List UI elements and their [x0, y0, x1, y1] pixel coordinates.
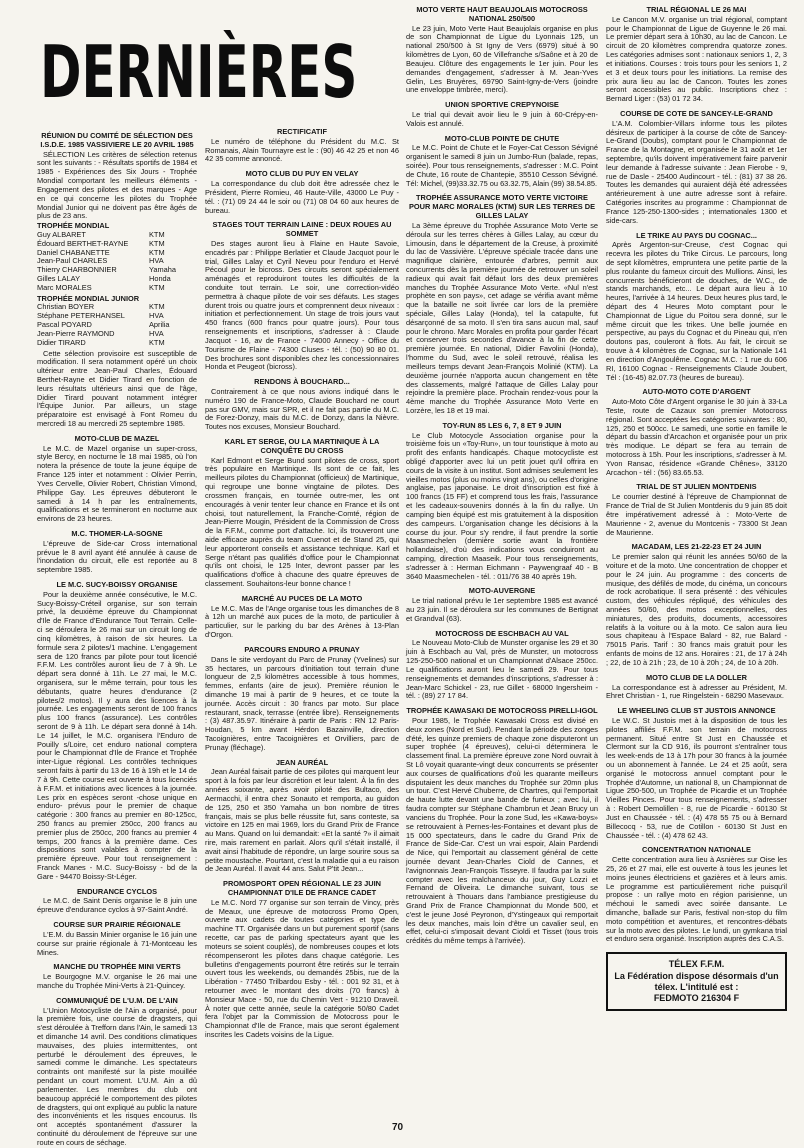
rider-name: Jean-Pierre RAYMOND [37, 328, 115, 338]
article [406, 707, 598, 946]
article-body: Le trial qui devait avoir lieu le 9 juin à 60-Crépy-en-Valois est annulé. [406, 109, 598, 128]
rider-name: Gilles LALAY [37, 274, 80, 283]
article-body: Karl Edmont et Serge Bund sont pilotes de cross, sport très populaire en Martinique. Ils sont de ce fait, les meilleurs pilotes du Championnat (officieux) de Martinique, qui regroupe une bonne vingtaine de pilotes. Des crossmen français, en tournée outre-mer, les ont encouragés à venir tenter leur chance en France et ils ont choisi, tout naturellement, la Franche-Comté, région de Jean-Pierre Mougin, Président de la Commission de Cross de la F.F.M., comme port d'attache. Ici, ils trouveront une aide efficace auprès du team Cuenot et de Stand 25, qui leur apporteront conseils et assistance technique. Karl et Serge n'étant pas qualifiés d'office pour le Championnat qu'ils ont choisi, le 125 Inter, devront passer par les qualifications d'office à chacune des quatre épreuves de classement. Souhaitons-leur bonne chance ! [205, 455, 399, 588]
article-headline: STAGES TOUT TERRAIN LAINE : DEUX ROUES AU SOMMET [212, 220, 392, 239]
article [606, 707, 787, 840]
article-body: Après Argenton-sur-Creuse, c'est Cognac qui recevra les pilotes du Trike Circus. Le parcours, long de sept kilomètres, empruntera une petite partie de la plus roulante du fameux circuit des Mullions. Ainsi, les concurrents bénéficieront de douches, de W.C., de stands marchands, etc... Le départ aura lieu à 10 heures, l'arrivée à 14 heures. Deux heures plus tard, le départ des 4 Heures Moto comptant pour le Championnat de Ligue du Poitou sera donné, sur le même circuit que les trikes. Une belle journée en perspective, au pays du Cognac et du Pineau qui, n'en doutons pas, couleront à flots. Au fait, le circuit se trouve à 4 kilomètres de Cognac, sur la Nationale 141 en direction d'Angoulême. Cognac M.C. : 1 rue du 606 RI, 16100 Cognac - Renseignements Claude Joubert, Tél : (16-45) 82.07.73 (heures de bureau). [606, 240, 787, 382]
article-headline: MARCHÉ AU PUCES DE LA MOTO [241, 593, 363, 603]
article-headline: MOTO-CLUB DE MAZEL [74, 433, 160, 443]
article [406, 101, 598, 128]
telex-box [606, 952, 787, 1011]
article-body: La correspondance est à adresser au Président, M. Ehret Christian - 1, rue Ringelstein - 68290 Masevaux. [606, 682, 787, 701]
rider-brand: HVA [149, 256, 164, 266]
rider-brand: Yamaha [149, 265, 176, 275]
rider-brand: Aprilia [149, 320, 170, 330]
article [37, 997, 197, 1148]
article-headline: UNION SPORTIVE CREPYNOISE [445, 100, 559, 110]
article-headline: MANCHE DU TROPHÉE MINI VERTS [53, 962, 181, 972]
article [606, 674, 787, 701]
article [606, 543, 787, 667]
article-headline: TOY-RUN 85 LES 6, 7, 8 ET 9 JUIN [442, 420, 562, 430]
article [205, 221, 399, 372]
article-headline: RÉUNION DU COMITÉ DE SÉLECTION DES I.S.D.E. 1985 VASSIVIERE LE 20 AVRIL 1985 [40, 131, 194, 149]
rider-brand: HVA [149, 328, 164, 338]
team-table-title: TROPHÉE MONDIAL [37, 221, 110, 231]
article-headline: ENDURANCE CYCLOS [76, 886, 158, 896]
column-2 [205, 128, 399, 1126]
article [606, 6, 787, 104]
article-headline: MOTO CLUB DU PUY EN VELAY [245, 169, 359, 179]
rider-name: Christian BOYER [37, 302, 95, 312]
article-body: Le Nouveau Moto-Club de Munster organise les 29 et 30 juin à Eschbach au Val, près de Munster, un motocross 125-250-500 national et un Championnat d'Alsace 250cc. Le qualifications auront lieu le samedi 29. Pour tous renseignements et demandes d'inscriptions, s'adresser à : Jean-Marc Schickel - 23, rue Gillet - 68000 Ingersheim - tél. : (89) 27 17 84. [406, 638, 598, 701]
article-body: Cette concentration aura lieu à Asnières sur Oise les 25, 26 et 27 mai, elle est ouverte à tous les jeunes let moins jeunes électriciens et gazières et à leurs amis. Le programme est particulièrement riche puisqu'il propose : un rallye moto en région parisienne, un méchoui le samedi avec soirée dansante. Le dimanche, ballade sur Paris, festival non-stop du film moto compétition et aventures, et rencontres-débats sur la moto avec des pilotes. Le lundi, un gymkana trial et enduro sera organisé. Inscription auprès des C.A.S. [606, 855, 787, 944]
article-body: Le trial national prévu le 1er septembre 1985 est avancé au 23 juin. Il se déroulera sur les communes de Bertignat et Grandval (63). [406, 596, 598, 623]
article-headline: COMMUNIQUÉ DE L'U.M. DE L'AIN [56, 995, 178, 1005]
article [606, 846, 787, 944]
article-body: Le W.C. St Justois met à la disposition de tous les pilotes affiliés F.F.M. son terrain de motocross permanent. Situé entre St Just en Chaussée et Clermont sur la CD 916, ils pourront s'entraîner tous les week-ends de 13 à 17h pour 30 francs à la journée ou un abonnement à l'année. Le 24 et 25 août, sera organisé le motocross annuel comptant pour le Trophée d'Automne, un national 8, un Championnat de Ligue 250-500, un Trophée de Picardie et un Trophée Vieilles Pinces. Pour tous renseignements, s'adresser à : Robert Demolillen - 8, rue de Picardie - 60130 St Just en Chaussée - tél. : (4) 478 55 75 ou à Bernard Billecocq - 53, rue de Cotillon - 60130 St Just en Chaussée - tél. : (4) 478 62 43. [606, 715, 787, 840]
article-body: Pour 1985, le Trophée Kawasaki Cross est divisé en deux zones (Nord et Sud). Pendant la période des zonges d'été, les quinze premiers de chaque zone disputeront un super trophée (4 épreuves), celui-ci déterminera le classement final. La première épreuve zone Nord ouvrait à St Lô voyait quarante-vingt deux concurrents se présenter aux courses de qualifications d'où les quarante meilleurs disputaient les deux manches du Trophée sur 20mn plus un tour. C'est Hervé Chuberre, de Chartres, qui l'emportait de haute lutte devant une bande de furieux ; avec lui, il faudra compter sur Stéphane Chambrun et Jean Brucy un vanciens du Trophée. Pour la zone Sud, les «Kawa-boys» se retrouvaient à Pernes-les-Fontaines et devant plus de 15 000 spectateurs, dans le cadre du Grand Prix de France de Side-Car. C'est un vrai espoir, Alain Pardendi de Nice, qui l'emportait au classement général de cette journée devant Jean-Charles Ciold de Cannes, et l'avignonnais Jean-François Tisseyre. Il faudra par la suite compter avec les malchanceux du jour, Guy Lozzi et Fernand de Oliveira. Le dimanche suivant, tous se retrouvaient à Thouars dans l'ambiance prestigieuse du Grand Prix de France Championnat du Monde 500, et c'est le jeune José Peyronon, d'Ystingeaux qui remportait les deux manches, mais loin d'être un cavalier seul, en effet, celui-ci s'imposait devant Cioldi et Tisset (tous trois crédités du même temps à l'arrivée). [406, 715, 598, 946]
article-headline: MOTO-AUVERGNE [468, 586, 536, 596]
article-headline: TRIAL DE ST JULIEN MONTDENIS [636, 482, 757, 492]
article [205, 128, 399, 164]
article [205, 595, 399, 640]
article [205, 759, 399, 875]
article-body: Le Bourgogne M.V. organise le 26 mai une manche du Trophée Mini-Verts à 21-Quincey. [37, 972, 197, 990]
article-headline: RECTIFICATIF [277, 127, 327, 136]
article-headline: LE M.C. SUCY-BOISSY ORGANISE [56, 580, 178, 589]
article [37, 963, 197, 990]
article [205, 378, 399, 432]
article-body: Le Club Motocycle Association organise pour la troisième fois un «Toy-Run», un tour touristique à moto au profit des enfants handicapés. Chaque motocycliste est obligé d'apporter avec lui un petit jouet qu'il offrira en cours de la visite à un institut. Sont admises seulement les vieilles motos (plus ou moins vingt ans), ou celles d'origine anglaise, pas japonaise. Le droit d'inscription est fixé à 100 francs (15 FF) et comprend tous les frais, l'assurance et les cadeaux-souvenirs donnés à la fin du rallye. Un camping bien équipé est mis gratuitement à la disposition des campeurs. L'organisation change les décisions à la course du jour. Pour s'y rendre, il faut prendre la sortie Maasmechelen (dernière sortie avant la frontière hollandaise), d'où des indications vous conduiront au camping, direction Maaseik. Pour tous renseignements, s'adresser à : Herman Eichmann - Paywengraaf 40 - B 3640 Maasmechelen - tél. : 011/76 38 40 après 19h. [406, 430, 598, 581]
article [37, 530, 197, 575]
article-body: L'A.M. Colombier-Villars informe tous les pilotes désireux de participer à la course de côte de Sancey-Le-Grand (Doubs), comptant pour le Championnat de France de la Montagne, et organisée le 31 août et 1er septembre, qu'ils doivent impérativement faire parvenir leur demande à l'adresse suivante : Jean Fierobe - 9, rue de Dasle - 25400 Audincourt - tél. : (81) 37 38 26. Toutes les demandes qui auraient déjà été adressées antérieurement à une autre adresse sont à refaire. Catégories inscrites au programme : Championnat de France 125-250-1300-sides ; internationales 1300 et side-cars. [606, 118, 787, 225]
article [606, 388, 787, 477]
page-title: DERNIÈRES [40, 30, 358, 115]
rider-name: Pascal POYARD [37, 320, 92, 330]
article-headline: KARL ET SERGE, OU LA MARTINIQUE À LA CONQUÊTE DU CROSS [224, 437, 380, 455]
article-body: Le premier salon qui réunit les années 50/60 de la voiture et de la moto. Une concentration de chopper et pour le 24 juin. Au programme : des concerts de musique, des défilés de mode, du cinéma, un concours de rock acrobatique. Il sera présenté : des véhicules custom, des véhicules répliqué, des véhicules des années 50/60, des motos exceptionnelles, des miniatures, des produits, documents, accessoires relatifs à la voiture ou à la moto. Ce salon aura lieu sous chapiteau à l'Espace Balard - 82, rue Balard - 75015 Paris. Tarif : 30 francs mais gratuit pour les enfants de moins de 12 ans. Horaires : 21, de 17 à 24h ; 22, de 10 à 21h ; 23, de 10 à 20h ; 24, de 10 à 20h. [606, 552, 787, 667]
article-body: Contrairement à ce que nous avions indiqué dans le numéro 190 de France-Moto, Claude Bouchard ne court pas sur GMV, mais sur SPR, et il ne fait pas partie du M.C. de Forez-Donzy, mais du M.C. de Donzy, dans la Nièvre. Toutes nos excuses, Monsieur Bouchard. [205, 386, 399, 432]
article [37, 888, 197, 915]
article-headline: LE WHEELING CLUB ST JUSTOIS ANNONCE [617, 706, 776, 716]
team-table [37, 295, 197, 348]
article-headline: MOTO-CLUB POINTE DE CHUTE [444, 133, 560, 143]
article-body: Le M.C. de Saint Denis organise le 8 juin une épreuve d'endurance cyclos à 97-Saint André. [37, 896, 197, 915]
article-body: Le courrier destiné à l'épreuve de Championnat de France de Trial de St Julien Montdenis du 9 juin 85 doit être impérativement adressé à : Moto-Verte de Maurienne - 2, avenue du Montcenis - 73300 St Jean de Maurienne. [606, 492, 787, 537]
article-headline: M.C. THOMER-LA-SOGNE [71, 528, 163, 538]
article-headline: CONCENTRATION NATIONALE [642, 845, 751, 855]
article-body: Des stages auront lieu à Flaine en Haute Savoie, encadrés par : Philippe Berlatier et Claude Jacquot pour le trial, Gilles Lalay et Cyril Neveu pour l'enduro et Hervé Pécoul pour le bicross. Des circuits seront spécialement aménagés et reproduiront toutes les difficultés de la conduite tout terrain. Le soir, une correction-vidéo permettra à chaque pilote de voir ses défauts. Les stages durent trois ou quatre jours et comprennent deux niveaux : initiation et perfectionnement. Un stage de trois jours vaut 450 francs (600 francs pour quatre jours). Pour tous renseignements et inscriptions, s'adresser à : Claude Jacquot - 16, av de France - 74000 Annecy - Office du Tourisme de Flaine - 74300 Cluses - tél. : (50) 90 80 01. Des brochures sont disponibles chez les concessionnaires Honda et Peugeot (bicross). [205, 238, 399, 372]
rider-name: Thierry CHARBONNIER [37, 265, 117, 275]
article [606, 483, 787, 537]
article-body: L'E.M. du Bassin Minier organise le 16 juin une course sur prairie régionale à 71-Montceau les Mines. [37, 929, 197, 957]
rider-name: Daniel CHABANETTE [37, 247, 110, 257]
article-headline: PROMOSPORT OPEN RÉGIONAL LE 23 JUIN CHAMPIONNAT D'ILE DE FRANCE CADET [223, 879, 381, 897]
article-headline: TROPHÉE ASSURANCE MOTO VERTE VICTOIRE POUR MARC MORALES (KTM) SUR LES TERRES DE GILLES LALAY [409, 193, 595, 221]
page-number: 70 [392, 1122, 404, 1133]
telex-line: La Fédération dispose désormais d'un télex. L'intitulé est : [614, 970, 779, 992]
masthead [40, 6, 360, 134]
article [406, 194, 598, 415]
article-headline: MOTO VERTE HAUT BEAUJOLAIS MOTOCROSS NATIONAL 250/500 [416, 5, 588, 23]
rider-brand: KTM [149, 337, 165, 347]
article-body: Pour la deuxième année consécutive, le M.C. Sucy-Boissy-Créteil organise, sur son terrain privé, la deuxième épreuve du Championnat d'Ile de France d'Endurance Tout Terrain. Celle-ci se déroulera le 26 mai sur un circuit long de cinq kilomètres, à raison de six heures. La formule sera 2 pilotes/1 machine. L'engagement sera de 120 francs par pilote pour tout licencié F.F.M. Les contrôles auront lieu de 7 à 9h. Le départ sera donné à 11h. Le 27 mai, le M.C. organisera, sur le même terrain, pour tous les débutants, quatre heures d'endurance (2 pilotes/2 motos). Il y aura des licences à la journée. Les engagements seront de 100 francs plus 100 francs (assurance). Les contrôles seront de 9 à 11h. Le départ sera donné à 14h. Le 14 juillet, le M.C. organisera l'Enduro de Pouilly s/Loire, cet enduro national comptera pour le Championnat d'Ile de France et Trophée inter-Ligue régional. Les contrôles techniques seront faits à partir du 13 de 16 à 19h et le 14 de 7 à 9h. Cette course est ouverte à tous licenciés à F.F.M. et initiations avec licences à la journée. Les prix en espèces seront -chose unique en enduro- prévus pour le premier de chaque catégorie : 300 francs au premier en 80-125cc, 250 francs au premier 250cc, 200 francs au premier plus de 250cc, 200 francs au premier 4 temps, 200 francs à la première dame. Ces dispositions sont valables à compter de la première épreuve. Pour tout renseignement : Franck Manes - M.C. Sucy-Boissy - bd de la Gare - 94470 Boissy-St-Léger. [37, 589, 197, 881]
article [37, 581, 197, 882]
article-headline: COURSE DE COTE DE SANCEY-LE-GRAND [620, 108, 773, 118]
article [37, 435, 197, 524]
article-headline: LE TRIKE AU PAYS DU COGNAC... [636, 230, 757, 240]
article [406, 422, 598, 582]
article-body: L'épreuve de Side-car Cross international prévue le 8 avril ayant été annulée à cause de l'inondation du circuit, elle est reportée au 8 septembre 1985. [37, 538, 197, 575]
rider-name: Didier TIRARD [37, 337, 86, 347]
article-headline: MOTO CLUB DE LA DOLLER [645, 672, 747, 682]
team-table-title: TROPHÉE MONDIAL JUNIOR [37, 293, 140, 303]
article [37, 132, 197, 429]
article [205, 880, 399, 1040]
article [37, 921, 197, 957]
article-body: L'Union Motocycliste de l'Ain a organisé, pour la première fois, une course de dragsters, qui s'est déroulée à Trefforn dans l'Ain, le samedi 13 et dimanche 14 avril. Des conditions climatiques mauvaises, des pluies intermittentes, ont perturbé le déroulement des épreuves, le samedi comme le dimanche. Les spectateurs contraints ont manifesté sur la piste mouillée pendant un court moment. L'U.M. Ain a dû parlementer. Les membres du club ont beaucoup apprécié le comportement des pilotes de dragsters, qui ont expliqué au public la nature des inconvénients et les risques encourus. Ils ont acceptés spontanément d'assurer la continuité du déroulement de l'épreuve sur une route en cours de séchage. [37, 1005, 197, 1147]
rider-brand: KTM [149, 302, 165, 312]
article-body: Auto-Moto Côte d'Argent organise le 30 juin à 33-La Teste, route de Cazaux son premier Motocross régional. Sont acceptées les catégories suivantes : 80, 125, 250 et 500cc. Le samedi, une sortie en famille le départ du bassin d'Arcachon et organisée pour un prix très modique. Le départ se fera au terrain de motocross à 15h. Pour les inscriptions, s'adresser à M. Yvon Ransac, résidence «Grande Chênes», 33120 Arcachon - tél : (56) 83.65.53. [606, 397, 787, 477]
article-headline: AUTO-MOTO COTE D'ARGENT [642, 387, 751, 397]
rider-name: Stéphane PETERHANSEL [37, 311, 125, 321]
article-headline: RENDONS À BOUCHARD... [254, 377, 350, 387]
article-body: Le M.C. Point de Chute et le Foyer-Cat Cesson Sévigné organisent le samedi 8 juin un Jumbo-Run (balade, repas, soirée). Pour tous renseignements, s'adresser : M.C. Point de Chute, 16 route de Chantepie, 35510 Cesson Sévigné. Tél: Michel, (99)33.32.75 ou 63.32.75, Alain (99) 38.54.85. [406, 143, 598, 188]
article-body: Le M.C. Nord 77 organise sur son terrain de Vincy, près de Meaux, une épreuve de motocross Promo Open, ouverte aux cadets de toutes catégories et type de machine TT. Organisée dans un but purement sportif (sans recette, car pas de parking spectateurs ayant que les moteurs se soient couplés), de nombreuses coupes et lots récompenseront les pilotes dans chaque catégorie. Les bulletins d'engagements pourront être retirés sur le terrain ouvert tous les weekends, ou demandés 25bis, rue de la Libération - 77450 Trilbardou Esby - tél. : 001 92 31, et à retourner avec le montant des droits (70 francs) à Monsieur Mace - 50, rue du Chemin Vert - 91210 Draveil. À noter que cette année, seule la catégorie 50/80 Cadet fera l'objet par la Commission de Motocross pour le Championnat d'Ile de France, mais que seront également inscrites les Cadets voisins de la Ligue. [205, 897, 399, 1039]
article-headline: COURSE SUR PRAIRIE RÉGIONALE [53, 920, 181, 930]
column-3 [406, 6, 598, 1126]
article-body: La correspondance du club doit être adressée chez le Président, Pierre Romieu, 46 Haute-Ville, 43000 Le Puy - tél. : (71) 09 24 44 le soir ou (71) 08 04 60 aux heures de bureau. [205, 179, 399, 215]
article-body: Le numéro de téléphone du Président du M.C. St Romanais, Alain Tournayre est le : (90) 46 42 25 et non 46 42 35 comme annoncé. [205, 136, 399, 164]
article-headline: MACADAM, LES 21-22-23 ET 24 JUIN [631, 542, 762, 552]
article-body: Le Cancon M.V. organise un trial régional, comptant pour le Championnat de Ligue de Guyenne le 26 mai. Le premier départ sera à 10h30, au lac de Cancon. Le circuit de 20 kilomètres comprendra quatorze zones. Les catégories admises sont : nationaux seniors 1, 2, 3 et initiations. Courses : trois tours pour les seniors 1, 2 et 3 et deux tours pour les initiations. La remise des prix aura lieu au lac de Cancon. Toutes les zones seront accessibles au public. Inscriptions chez : Bernard Liger : (53) 01 72 34. [606, 14, 787, 104]
column-1 [37, 131, 197, 1147]
rider-brand: KTM [149, 238, 165, 248]
article [606, 110, 787, 226]
article [406, 630, 598, 702]
rider-name: Marc MORALES [37, 282, 92, 292]
rider-brand: KTM [149, 282, 165, 292]
telex-title: TÉLEX F.F.M. [668, 959, 725, 970]
column-4 [606, 6, 787, 1126]
article-headline: TROPHÉE KAWASAKI DE MOTOCROSS PIRELLI-IGOL [406, 706, 598, 716]
rider-brand: Honda [149, 274, 171, 283]
article-body: Le M.C. Mas de l'Ange organise tous les dimanches de 8 à 12h un marché aux puces de la moto, de particulier à particulier, sur le parking du bar des Arènes à 13-Plan d'Orgon. [205, 603, 399, 640]
rider-name: Jean-Paul CHARLES [37, 256, 108, 266]
article-body: Jean Auréal faisait partie de ces pilotes qui marquent leur sport à la fois par leur discrétion et leur talent. À la fin des années soixante, après avoir piloté des Bultaco, des Aermacchi, il entra chez Sonauto et remporta, au guidon de 125, 250 et 350 Yamaha un bon nombre de titres français, mais se plus belle réussite fut, sans conteste, sa victoire en 125 en mai 1969, lors du Grand Prix de France au Mans. Quand on lui demandait: «Et la santé ?» il aimait rire, mais rarement en parlait. Alors qu'il s'était installé, il avait ainsi l'habitude de répondre, un large sourire sous sa petite moustache. Pourtant, c'est la maladie qui a eu raison de Jean Auréal. Il avait 44 ans. Salut P'tit Jean... [205, 767, 399, 874]
telex-code: FEDMOTO 216304 F [653, 993, 740, 1003]
article [406, 587, 598, 623]
article [406, 135, 598, 189]
rider-name: Édouard BERTHET-RAYNE [37, 238, 129, 248]
rider-brand: KTM [149, 229, 165, 239]
rider-brand: KTM [149, 247, 165, 257]
rider-name: Guy ALBARET [37, 229, 86, 239]
article [205, 646, 399, 753]
article-headline: MOTOCROSS DE ESCHBACH AU VAL [435, 628, 569, 638]
article-body: Dans le site verdoyant du Parc de Prunay (Yvelines) sur 35 hectares, un parcours d'initiation tout terrain d'une longueur de 2,5 kilomètres accessible à tous hommes, femmes, enfants (aire de jeux). Première réunion le dimanche 19 mai à partir de 9 heures, et ce toute la journée. Accès circuit : 30 francs par moto. Sur place restaurant, snack, terrasse (entrée libre). Renseignements : (3) 487.35.97. Itinéraire à partir de Paris : RN 12 Paris-Houdan, 5 km avant Hérdon Bazainville, direction Tacoignières, entre Tacoignières et Orvilliers, parc de Prunay (fléchage). [205, 654, 399, 752]
article [205, 438, 399, 589]
article [406, 6, 598, 95]
article-headline: JEAN AURÉAL [275, 757, 329, 767]
team-table [37, 222, 197, 293]
article-body: La 3ème épreuve du Trophée Assurance Moto Verte se déroula sur les terres chères à Gilles Lalay, au cœur du Limousin, dans le département de la Creuse, à proximité du lac de Vassivière. L'épreuve spéciale tracée dans une magnifique clairière, entourée d'arbres, permit aux concurrents dès la première journée de retrouver un soleil radieux qui avait fait défaut lors des deux premières manches du Trophée Assurance Moto Verte. «Nul n'est prophète en son pays», cet adage se vérifia avant même que la bataille ne soit livrée car lors de la première spéciale, Gilles Lalay (Honda), tel la catapulte, fut désarçonné de sa moto. Il s'en tira sans aucun mal, sauf pour le chrono. Marc Morales en profita pour garder l'écart et conserver trois secondes d'avance à la fin de cette première journée. En national, Didier Favolini (Honda), l'homme du Sud, avec le soleil retrouvé, réalisa les meilleurs temps devant Jean-François Molinié (KTM). La deuxième journée n'apporta aucun changement en tête des classements, malgré l'attaque de Gilles Lalay pour rejoindre la première place. Prochain rendez-vous pour la 4ème manche du Trophée Assurance Moto Verte en Lorzère, les 18 et 19 mai. [406, 220, 598, 415]
article-headline: PARCOURS ENDURO A PRUNAY [244, 644, 360, 654]
article-body-continued: Cette sélection provisoire est susceptible de modification. Il sera notamment opéré un choix ultérieur entre Jean-Paul Charles, Édouard Berthet-Rayne et Didier Tirard en fonction de leurs résultats ultérieurs ainsi que de l'âge, Didier Tirard pouvant notamment intégrer l'Équipe Junior. Par ailleurs, un stage préparatoire est envisagé à Font Romeu du mercredi 18 au mercredi 25 septembre 1985. [37, 348, 197, 428]
article [205, 170, 399, 215]
article-body: Le M.C. de Mazel organise un super-cross, style Bercy, en nocturne le 18 mai 1985, où l'on notera la présence de toute la jeune équipe de France 125 inter et notamment : Olivier Perrin, Yves Cervelle, Olivier Robert, Christian Vimond, Philippe Gay. Les épreuves débuteront le samedi à 14 h par les entraînements, qualifications et se termineront en nocturne aux environs de 23 heures. [37, 443, 197, 524]
article-body: SÉLECTION Les critères de sélection retenus sont les suivants : - Résultats sportifs de 1984 et 1985 - Expériences des Six Jours - Trophée Mondial comportant les meilleurs éléments - Engagement des pilotes et des marques - Age en ce qui concerne les pilotes du Trophée Mondial Junior qui ne doivent pas être âgés de plus de 23 ans. [37, 149, 197, 221]
rider-brand: HVA [149, 311, 164, 321]
article-body: Le 23 juin, Moto Verte Haut Beaujolais organise en plus de son Championnat de Ligue du Lyonnais 125, un national 250/500 à St Igny de Vers (6979) situé à 90 kilomètres de Lyon, 60 de Villefranche s/Saône et à 20 de Beaujeu. Clôture des engagements le 1er juin. Pour les demandes d'engagement, s'adresser à M. Jean-Yves Gelin, Les Bruyères, 69790 Saint-Igny-de-Vers (joindre une enveloppe timbrée, merci). [406, 23, 598, 95]
article [606, 232, 787, 383]
article-headline: TRIAL RÉGIONAL LE 26 MAI [646, 5, 747, 14]
